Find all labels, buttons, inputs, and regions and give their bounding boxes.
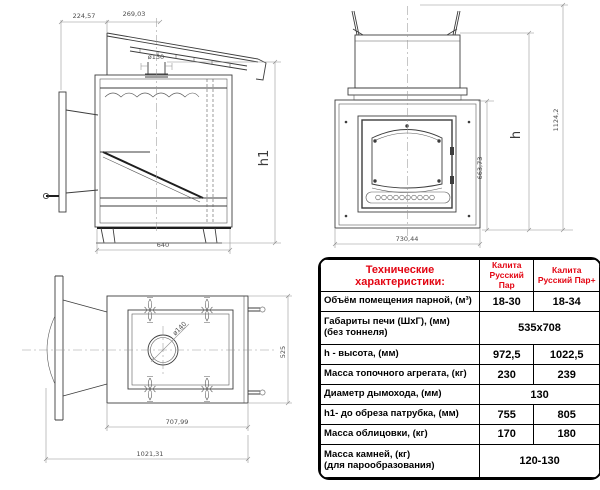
spec-table (318, 257, 600, 480)
dim-label-224: 224,57 (72, 12, 96, 20)
table-row (321, 444, 600, 477)
top-view-dimensions (22, 294, 292, 463)
dim-label-pipe-diameter: ø130 (147, 53, 165, 61)
table-row (321, 425, 600, 445)
row-label-line2: (для парообразования) (324, 459, 435, 471)
row-value: 170 (480, 425, 534, 445)
row-label-firebox-mass: Масса топочного агрегата, (кг) (321, 365, 480, 385)
top-view-drawing (0, 268, 310, 490)
row-value: 805 (534, 405, 600, 425)
row-value-merged: 120-130 (480, 444, 600, 477)
table-header-row (321, 260, 600, 292)
dim-label-269: 269,03 (122, 10, 146, 18)
row-value: 1022,5 (534, 345, 600, 365)
row-value: 230 (480, 365, 534, 385)
row-label-line1: Масса камней, (кг) (324, 449, 411, 461)
row-value-merged: 535x708 (480, 312, 600, 345)
dim-label-1124: 1124,2 (552, 108, 560, 132)
row-label-stones-mass (321, 444, 480, 477)
table-title: Технические характеристики: (321, 260, 480, 292)
side-view-drawing (0, 0, 310, 266)
table-row (321, 292, 600, 312)
column-header-kalita: Калита Русский Пар (480, 260, 534, 292)
row-label-h1: h1- до обреза патрубка, (мм) (321, 405, 480, 425)
row-label-line2: (без тоннеля) (324, 327, 388, 339)
table-row (321, 385, 600, 405)
row-label-volume: Объём помещения парной, (м³) (321, 292, 480, 312)
table-row (321, 345, 600, 365)
dim-label-640: 640 (156, 241, 170, 249)
row-label-facing-mass: Масса облицовки, (кг) (321, 425, 480, 445)
dim-label-525: 525 (279, 345, 287, 359)
dim-label-730: 730,44 (395, 235, 419, 243)
row-label-height: h - высота, (мм) (321, 345, 480, 365)
row-value: 972,5 (480, 345, 534, 365)
row-value: 180 (534, 425, 600, 445)
column-header-kalita-plus: Калита Русский Пар+ (534, 260, 600, 292)
row-value: 18-34 (534, 292, 600, 312)
dim-label-663: 663,73 (476, 156, 484, 180)
top-view-lines (47, 276, 265, 420)
side-view-lines (43, 33, 266, 243)
dim-label-h: h (509, 130, 524, 140)
dim-label-h1: h1 (257, 149, 272, 167)
table-row (321, 405, 600, 425)
row-label-dimensions (321, 312, 480, 345)
row-label-chimney-diameter: Диаметр дымохода, (мм) (321, 385, 480, 405)
dim-label-707: 707,99 (165, 418, 189, 426)
row-value: 239 (534, 365, 600, 385)
front-view-drawing (310, 0, 600, 266)
dim-label-1021: 1021,31 (136, 450, 164, 458)
dim-label-hole-diameter: ø140 (170, 319, 189, 338)
row-value: 18-30 (480, 292, 534, 312)
table-row (321, 365, 600, 385)
front-view-dimensions (333, 3, 573, 248)
row-value: 755 (480, 405, 534, 425)
table-row (321, 312, 600, 345)
row-label-line1: Габариты печи (ШхГ), (мм) (324, 316, 450, 328)
row-value-merged: 130 (480, 385, 600, 405)
